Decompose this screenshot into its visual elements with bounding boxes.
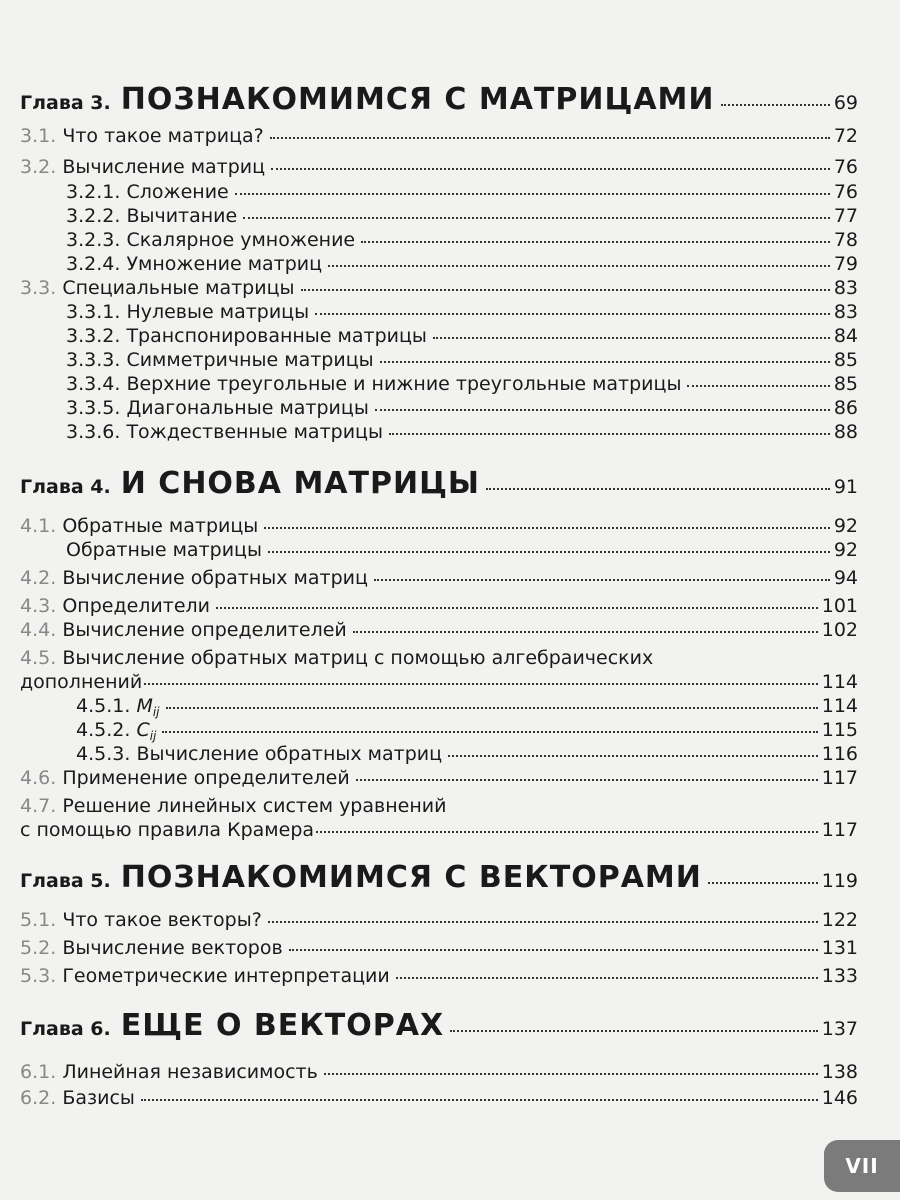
section-title: Вычисление векторов xyxy=(62,937,283,959)
toc-entry xyxy=(66,252,858,276)
section-title: Вычисление обратных матриц xyxy=(136,743,443,765)
toc-entry xyxy=(20,1060,858,1084)
leader-dots xyxy=(361,241,830,243)
toc-entry xyxy=(76,742,858,766)
section-number: 4.3. xyxy=(20,595,57,617)
leader-dots xyxy=(375,409,830,411)
page-number: 146 xyxy=(821,1087,858,1109)
chapter-title: ПОЗНАКОМИМСЯ С МАТРИЦАМИ xyxy=(120,82,715,117)
section-title: дополнений xyxy=(20,671,143,693)
toc-entry xyxy=(66,228,858,252)
section-title: Вычисление определителей xyxy=(62,619,347,641)
section-number: 3.3.4. xyxy=(66,373,121,395)
leader-dots xyxy=(271,168,830,170)
page-number: 102 xyxy=(821,619,858,641)
page-number: 94 xyxy=(833,567,858,589)
page-number: 117 xyxy=(821,767,858,789)
toc-entry xyxy=(20,936,858,960)
leader-dots xyxy=(289,949,818,951)
section-number: 4.5.1. xyxy=(76,695,131,717)
leader-dots xyxy=(380,361,830,363)
page-number: 101 xyxy=(821,595,858,617)
section-number: 4.5. xyxy=(20,647,57,669)
section-title: Обратные матрицы xyxy=(62,515,259,537)
leader-dots xyxy=(162,731,817,733)
section-title: Транспонированные матрицы xyxy=(126,325,427,347)
leader-dots xyxy=(235,193,830,195)
toc-entry xyxy=(66,180,858,204)
math-subscript: ij xyxy=(152,705,160,719)
toc-entry xyxy=(66,372,858,396)
page-number: 86 xyxy=(833,397,858,419)
section-number: 4.2. xyxy=(20,567,57,589)
leader-dots xyxy=(216,607,818,609)
section-title: Линейная независимость xyxy=(62,1061,318,1083)
section-number: 3.1. xyxy=(20,125,57,147)
toc-entry xyxy=(20,124,858,148)
section-number: 3.3.3. xyxy=(66,349,121,371)
math-subscript: ij xyxy=(149,729,157,743)
leader-dots xyxy=(316,831,818,833)
chapter-heading xyxy=(20,860,858,895)
section-number: 5.2. xyxy=(20,937,57,959)
math-symbol: C xyxy=(136,719,150,741)
page-number: 116 xyxy=(821,743,858,765)
section-number: 3.3.5. xyxy=(66,397,121,419)
section-number: 3.3.1. xyxy=(66,301,121,323)
section-title: Нулевые матрицы xyxy=(126,301,310,323)
section-title: Вычисление обратных матриц xyxy=(62,567,368,589)
toc-entry xyxy=(66,300,858,324)
section-number: 3.2.1. xyxy=(66,181,121,203)
section-number: 5.3. xyxy=(20,965,57,987)
chapter-heading xyxy=(20,466,858,501)
section-number: 4.5.2. xyxy=(76,719,131,741)
chapter-title: ЕЩЕ О ВЕКТОРАХ xyxy=(120,1008,445,1043)
leader-dots xyxy=(315,313,830,315)
page-number: 84 xyxy=(833,325,858,347)
section-title: Определители xyxy=(62,595,211,617)
leader-dots xyxy=(264,527,830,529)
page-number: 91 xyxy=(833,476,858,498)
leader-dots xyxy=(356,779,818,781)
section-title: с помощью правила Крамера xyxy=(20,819,315,841)
page-number: 76 xyxy=(833,156,858,178)
page-number: 78 xyxy=(833,229,858,251)
section-title: Специальные матрицы xyxy=(62,277,295,299)
section-number: 4.7. xyxy=(20,795,57,817)
section-title: Решение линейных систем уравнений xyxy=(62,795,447,817)
leader-dots xyxy=(268,551,830,553)
chapter-title: ПОЗНАКОМИМСЯ С ВЕКТОРАМИ xyxy=(120,860,702,895)
chapter-heading xyxy=(20,1008,858,1043)
section-number: 4.6. xyxy=(20,767,57,789)
leader-dots xyxy=(396,977,818,979)
section-number: 6.1. xyxy=(20,1061,57,1083)
leader-dots xyxy=(141,1099,818,1101)
section-title: Что такое векторы? xyxy=(62,909,262,931)
chapter-heading xyxy=(20,82,858,117)
leader-dots xyxy=(328,265,830,267)
section-title: Вычитание xyxy=(126,205,238,227)
math-symbol: M xyxy=(136,695,153,717)
section-number: 3.2.2. xyxy=(66,205,121,227)
toc-entry xyxy=(66,538,858,562)
page-number: 69 xyxy=(833,92,858,114)
section-title: Тождественные матрицы xyxy=(126,421,383,443)
page-number: 114 xyxy=(821,695,858,717)
leader-dots xyxy=(687,385,829,387)
page-number: 131 xyxy=(821,937,858,959)
toc-entry-continuation xyxy=(20,670,858,694)
leader-dots xyxy=(144,683,818,685)
leader-dots xyxy=(486,488,830,490)
chapter-number: Глава 3. xyxy=(20,92,111,114)
section-title: Сложение xyxy=(126,181,229,203)
toc-entry xyxy=(20,964,858,988)
toc-entry xyxy=(20,566,858,590)
leader-dots xyxy=(450,1030,818,1032)
section-number: 3.2. xyxy=(20,156,57,178)
page-number: 117 xyxy=(821,819,858,841)
page-number: 88 xyxy=(833,421,858,443)
toc-entry xyxy=(66,324,858,348)
page-number: 85 xyxy=(833,373,858,395)
toc-entry-first-line xyxy=(20,794,446,818)
section-title: Что такое матрица? xyxy=(62,125,264,147)
page-number: 137 xyxy=(821,1018,858,1040)
section-number: 4.4. xyxy=(20,619,57,641)
chapter-number: Глава 6. xyxy=(20,1018,111,1040)
page-number: 79 xyxy=(833,253,858,275)
toc-entry xyxy=(66,420,858,444)
toc-entry xyxy=(20,1086,858,1110)
toc-entry xyxy=(20,908,858,932)
section-number: 4.5.3. xyxy=(76,743,131,765)
page-number: 83 xyxy=(833,301,858,323)
leader-dots xyxy=(353,631,818,633)
section-title: Вычисление матриц xyxy=(62,156,266,178)
toc-entry-first-line xyxy=(20,646,653,670)
section-title: Верхние треугольные и нижние треугольные матрицы xyxy=(126,373,682,395)
leader-dots xyxy=(433,337,830,339)
chapter-title: И СНОВА МАТРИЦЫ xyxy=(120,466,481,501)
toc-entry xyxy=(20,594,858,618)
section-title: Базисы xyxy=(62,1087,135,1109)
leader-dots xyxy=(721,104,830,106)
toc-entry xyxy=(20,618,858,642)
section-number: 6.2. xyxy=(20,1087,57,1109)
section-title: Умножение матриц xyxy=(126,253,323,275)
toc-entry-continuation xyxy=(20,818,858,842)
toc-entry xyxy=(20,514,858,538)
section-title: Геометрические интерпретации xyxy=(62,965,390,987)
leader-dots xyxy=(374,579,830,581)
page-number: 92 xyxy=(833,539,858,561)
section-title: Скалярное умножение xyxy=(126,229,356,251)
leader-dots xyxy=(243,217,830,219)
section-number: 3.3.6. xyxy=(66,421,121,443)
toc-entry xyxy=(20,155,858,179)
page-number: 133 xyxy=(821,965,858,987)
toc-entry xyxy=(20,766,858,790)
leader-dots xyxy=(166,707,818,709)
section-title: Симметричные матрицы xyxy=(126,349,374,371)
leader-dots xyxy=(448,755,818,757)
page-number: 122 xyxy=(821,909,858,931)
page-number: 114 xyxy=(821,671,858,693)
section-number: 3.2.4. xyxy=(66,253,121,275)
page-number: 119 xyxy=(821,870,858,892)
leader-dots xyxy=(708,882,818,884)
leader-dots xyxy=(389,433,830,435)
page-number: 115 xyxy=(821,719,858,741)
section-number: 3.3.2. xyxy=(66,325,121,347)
section-title: Применение определителей xyxy=(62,767,350,789)
page-number: 92 xyxy=(833,515,858,537)
section-title: Обратные матрицы xyxy=(66,539,262,561)
section-number: 3.3. xyxy=(20,277,57,299)
toc-entry xyxy=(20,276,858,300)
page-number: 72 xyxy=(833,125,858,147)
section-number: 3.2.3. xyxy=(66,229,121,251)
section-title: Диагональные матрицы xyxy=(126,397,369,419)
section-title: Вычисление обратных матриц с помощью алгебраических xyxy=(62,647,654,669)
leader-dots xyxy=(324,1073,818,1075)
section-number: 4.1. xyxy=(20,515,57,537)
leader-dots xyxy=(268,921,818,923)
leader-dots xyxy=(301,289,830,291)
leader-dots xyxy=(270,137,830,139)
toc-entry xyxy=(66,204,858,228)
toc-entry xyxy=(66,348,858,372)
page-number: 85 xyxy=(833,349,858,371)
section-number: 5.1. xyxy=(20,909,57,931)
page-number: 76 xyxy=(833,181,858,203)
page-number: 77 xyxy=(833,205,858,227)
page-number: 138 xyxy=(821,1061,858,1083)
page-number: 83 xyxy=(833,277,858,299)
page-number-badge: VII xyxy=(824,1140,900,1192)
chapter-number: Глава 4. xyxy=(20,476,111,498)
toc-entry xyxy=(66,396,858,420)
chapter-number: Глава 5. xyxy=(20,870,111,892)
